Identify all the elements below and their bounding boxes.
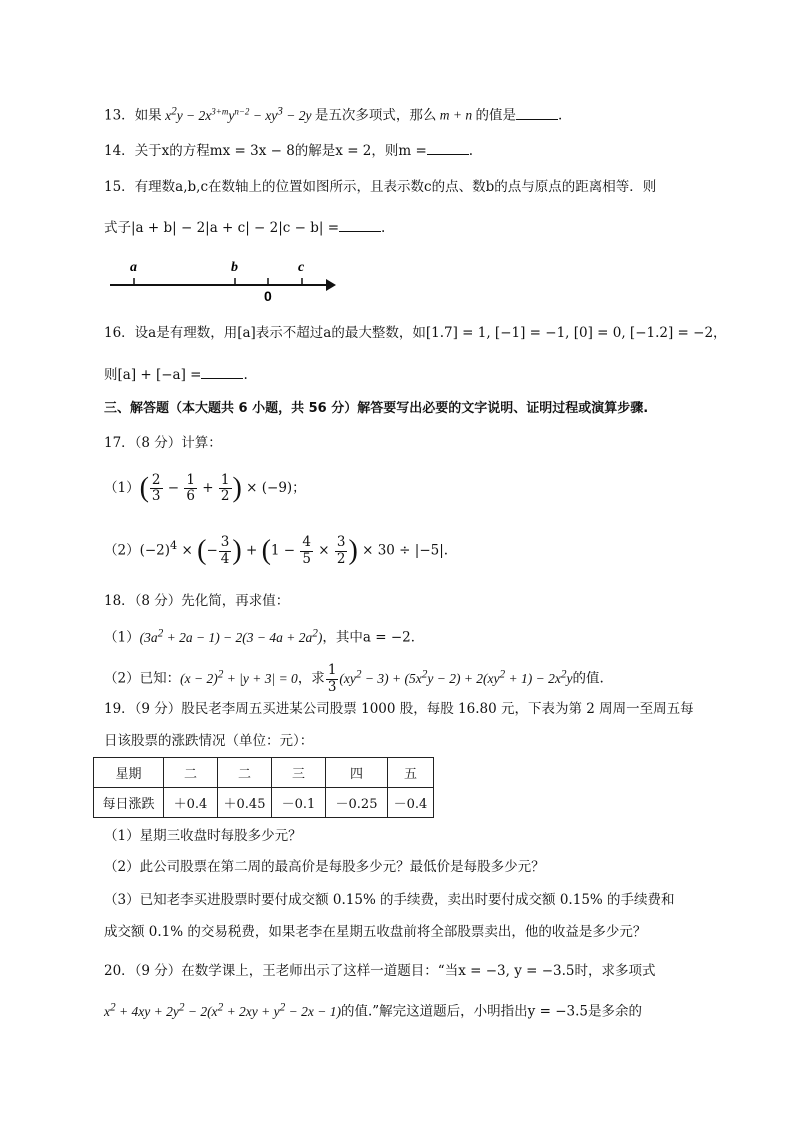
q18-p2-end: 的值. [572, 670, 604, 687]
label-a: a [130, 260, 137, 275]
table-cell: ＋0.45 [218, 788, 272, 818]
table-cell: ＋0.4 [164, 788, 218, 818]
q18-p2-mid: ，求 [297, 670, 325, 687]
q18-p1-label: （1） [104, 629, 140, 646]
table-cell: 四 [326, 758, 388, 788]
table-cell: 五 [388, 758, 434, 788]
q14 [104, 140, 473, 162]
q14-number: 14． [104, 143, 135, 159]
frac-3-2: $\frac{3}{2}$ [336, 534, 346, 567]
q19-line1: 19．（9 分）股民老李周五买进某公司股票 1000 股，每股 16.80 元，下表为第 2 周周一至周五每 [104, 701, 694, 717]
q18-part1 [104, 622, 424, 649]
paren-close: ) [232, 472, 242, 504]
q18-p2-label: （2）已知： [104, 670, 181, 687]
q13-number: 13． [104, 107, 135, 124]
q16-answer-blank[interactable] [201, 364, 243, 379]
q18-title: 18．（8 分）先化简，再求值： [104, 593, 290, 609]
q17-p2-label: （2） [104, 542, 140, 559]
q16-end: . [243, 367, 248, 383]
q20-polynomial: $x^2 + 4xy + 2y^2 - 2(x^2 + 2xy + y^2 - 2x - 1)$ [104, 1001, 341, 1019]
q13 [104, 100, 562, 127]
q13-end: . [558, 107, 563, 124]
q17-title: 17．（8 分）计算： [104, 435, 222, 451]
label-0: 0 [264, 288, 272, 304]
q13-polynomial: $x^2y - 2x^{3+m}y^{n-2} - xy^3 - 2y$ [161, 105, 315, 123]
section3-heading: 三、解答题（本大题共 6 小题，共 56 分）解答要写出必要的文字说明、证明过程或演算步骤. [104, 401, 649, 416]
q13-mid: 是五次多项式，那么 [314, 107, 437, 124]
table-header-row [94, 758, 434, 788]
table-cell: 二 [218, 758, 272, 788]
label-b: b [231, 260, 238, 275]
frac-2-3: $\frac{2}{3}$ [151, 471, 161, 504]
q18-p2-expr: $(xy^2 - 3) + (5x^2y - 2) + 2(xy^2 + 1) - 2x^2y$ [339, 668, 573, 686]
q18-p1-expr: $(3a^2 + 2a - 1) - 2(3 - 4a + 2a^2)$ [139, 627, 323, 645]
q18-p2-cond: $(x - 2)^2 + |y + 3| = 0$ [180, 668, 298, 686]
q14-text: 关于x的方程mx = 3x − 8的解是x = 2，则m = [134, 143, 427, 159]
frac-1-6: $\frac{1}{6}$ [186, 471, 196, 504]
q19-sub1: （1）星期三收盘时每股多少元？ [104, 828, 302, 844]
q15-line2 [104, 217, 385, 239]
q19-line2: 日该股票的涨跌情况（单位：元）： [104, 733, 314, 749]
table-row [94, 788, 434, 818]
q18-p1-condition: ，其中a = −2． [322, 629, 425, 646]
table-cell: －0.1 [272, 788, 326, 818]
table-cell: 三 [272, 758, 326, 788]
table-cell: 每日涨跌 [94, 788, 164, 818]
frac-4-5: $\frac{4}{5}$ [302, 534, 311, 567]
q13-post: 的值是 [475, 107, 516, 124]
q17-part2: $(2)(-2)^4$ × (− $\frac{3}{4}$ ) + (1 − $\frac{4}{5}$ × $\frac{3}{2}$ ) × 30 ÷ |−5|. [104, 534, 449, 567]
frac-1-2: $\frac{1}{2}$ [220, 471, 230, 504]
table-cell: 二 [164, 758, 218, 788]
q16-line1: 16．设a是有理数，用[a]表示不超过a的最大整数，如[1.7] = 1, [−1] = −1, [0] = 0, [−1.2] = −2， [104, 325, 727, 341]
paren-open: ( [139, 472, 149, 504]
table-cell: －0.4 [388, 788, 434, 818]
q18-part2 [104, 656, 604, 697]
number-line-figure [104, 255, 344, 305]
q15-answer-blank[interactable] [339, 217, 381, 232]
stock-change-table [93, 757, 434, 818]
q15-line1: 15．有理数a,b,c在数轴上的位置如图所示，且表示数c的点、数b的点与原点的距离相等．则 [104, 179, 657, 195]
q16-expression: 则[a] + [−a] = [104, 367, 202, 383]
q15-expression: 式子|a + b| − 2|a + c| − 2|c − b| = [104, 220, 340, 236]
table-cell: 星期 [94, 758, 164, 788]
q20-line2-end: 的值.”解完这道题后，小明指出y = −3.5是多余的 [340, 1003, 642, 1020]
q19-sub2: （2）此公司股票在第二周的最高价是每股多少元？最低价是每股多少元？ [104, 859, 545, 875]
q20-line1: 20．（9 分）在数学课上，王老师出示了这样一道题目：“当x = −3, y = −3.5时，求多项式 [104, 963, 656, 979]
q15-end: . [381, 220, 386, 236]
q19-sub3b: 成交额 0.1% 的交易税费，如果老李在星期五收盘前将全部股票卖出，他的收益是多少元？ [104, 924, 647, 940]
q13-answer-blank[interactable] [516, 105, 558, 120]
q17-part1: （1）( $\frac{2}{3}$ − $\frac{1}{6}$ + $\frac{1}{2}$ ) × (−9)； [104, 471, 306, 504]
table-cell: －0.25 [326, 788, 388, 818]
frac-3-4: $\frac{3}{4}$ [220, 534, 230, 567]
q14-answer-blank[interactable] [427, 140, 469, 155]
q13-sum: m + n [436, 107, 476, 123]
q20-line2 [104, 996, 642, 1023]
q19-sub3a: （3）已知老李买进股票时要付成交额 0.15% 的手续费，卖出时要付成交额 0.15% 的手续费和 [104, 892, 675, 908]
q17-p1-label: （1） [104, 480, 140, 496]
frac-1-3: $\frac{1}{3}$ [327, 662, 337, 695]
q13-pre: 如果 [134, 107, 162, 124]
q16-line2 [104, 364, 248, 386]
label-c: c [298, 260, 305, 275]
q14-end: . [468, 143, 474, 159]
number-line-arrow [326, 279, 336, 291]
